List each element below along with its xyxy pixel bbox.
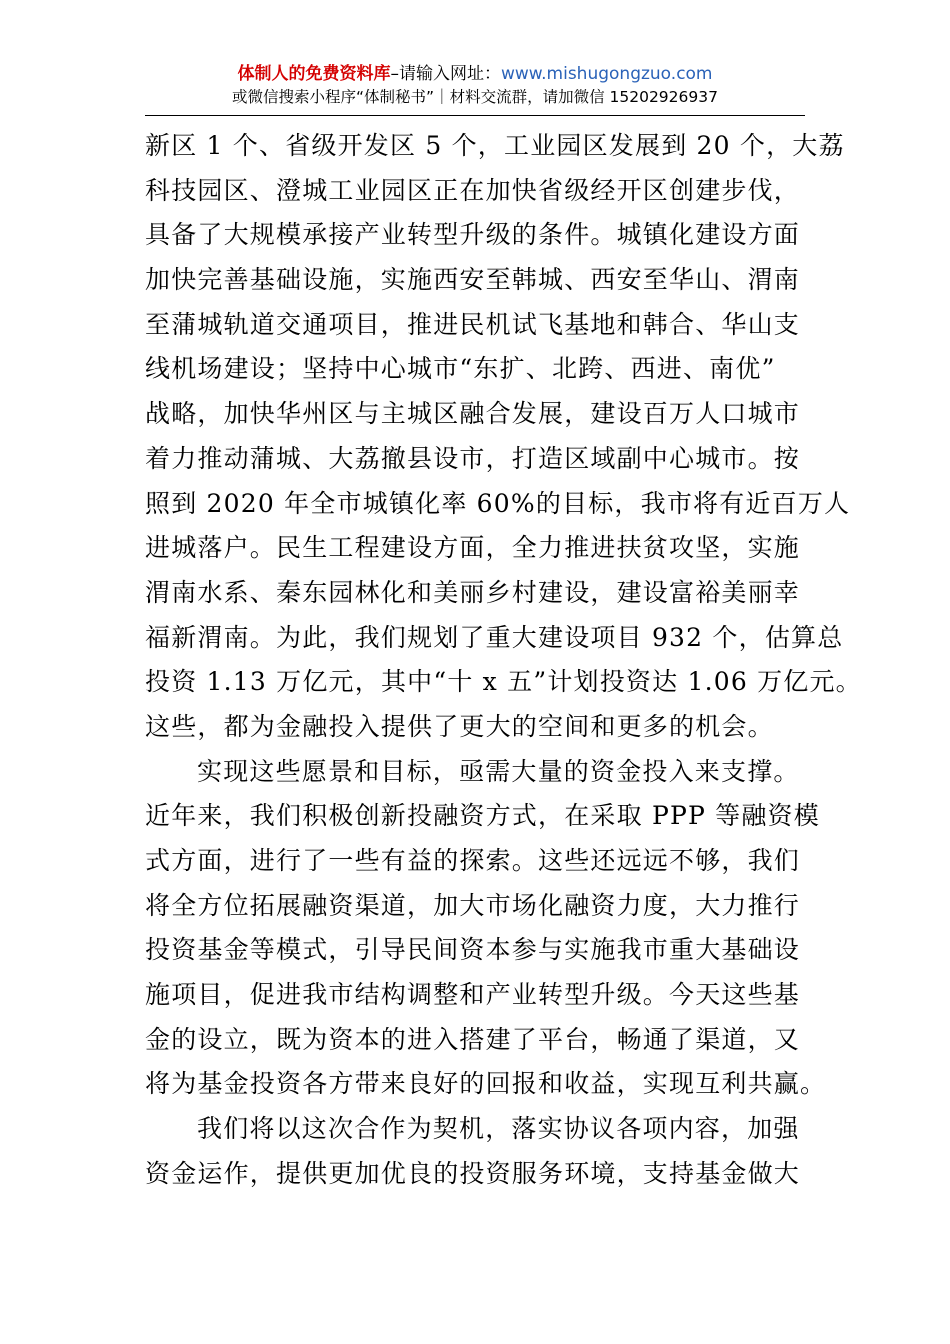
text-line: 至蒲城轨道交通项目，推进民机试飞基地和韩合、华山支 [145,309,801,339]
text-line: 具备了大规模承接产业转型升级的条件。城镇化建设方面 [145,220,801,250]
body-text [145,124,862,1197]
text-line: 战略，加快华州区与主城区融合发展，建设百万人口城市 [145,399,801,429]
header-line-1 [145,62,805,86]
text-line: 科技园区、澄城工业园区正在加快省级经开区创建步伐， [145,175,801,205]
text-line: 金的设立，既为资本的进入搭建了平台，畅通了渠道，又 [145,1024,801,1054]
text-line: 投资 1.13 万亿元，其中“十 x 五”计划投资达 1.06 万亿元。 [145,667,862,697]
page-header [145,62,805,108]
text-line: 加快完善基础设施，实施西安至韩城、西安至华山、渭南 [145,265,801,295]
text-line: 将为基金投资各方带来良好的回报和收益，实现互利共赢。 [145,1069,827,1099]
paragraph-start-line: 我们将以这次合作为契机，落实协议各项内容，加强 [197,1114,800,1144]
text-line: 资金运作，提供更加优良的投资服务环境，支持基金做大 [145,1158,801,1188]
text-line: 式方面，进行了一些有益的探索。这些还远远不够，我们 [145,846,801,875]
text-line: 渭南水系、秦东园林化和美丽乡村建设，建设富裕美丽幸 [145,577,801,607]
text-line: 照到 2020 年全市城镇化率 60%的目标，我市将有近百万人 [145,488,851,518]
header-brand: 体制人的免费资料库 [237,64,391,84]
header-url-link[interactable]: www.mishugongzuo.com [500,64,713,84]
text-line: 福新渭南。为此，我们规划了重大建设项目 932 个，估算总 [145,622,844,652]
header-line-2: 或微信搜索小程序“体制秘书”｜材料交流群，请加微信 15202926937 [232,88,718,106]
text-line: 投资基金等模式，引导民间资本参与实施我市重大基础设 [145,935,801,965]
header-prompt: –请输入网址： [390,64,501,84]
text-line: 近年来，我们积极创新投融资方式，在采取 PPP 等融资模 [145,801,820,831]
text-line: 施项目，促进我市结构调整和产业转型升级。今天这些基 [145,980,801,1010]
text-line: 新区 1 个、省级开发区 5 个，工业园区发展到 20 个，大荔 [145,131,845,160]
paragraph-start-line: 实现这些愿景和目标，亟需大量的资金投入来支撑。 [197,756,800,786]
text-line: 这些，都为金融投入提供了更大的空间和更多的机会。 [145,711,774,741]
text-line: 将全方位拓展融资渠道，加大市场化融资力度，大力推行 [145,890,801,920]
header-divider [145,115,805,116]
text-line: 着力推动蒲城、大荔撤县设市，打造区域副中心城市。按 [145,443,801,473]
text-line: 线机场建设；坚持中心城市“东扩、北跨、西进、南优” [145,354,776,384]
text-line: 进城落户。民生工程建设方面，全力推进扶贫攻坚，实施 [145,533,801,563]
